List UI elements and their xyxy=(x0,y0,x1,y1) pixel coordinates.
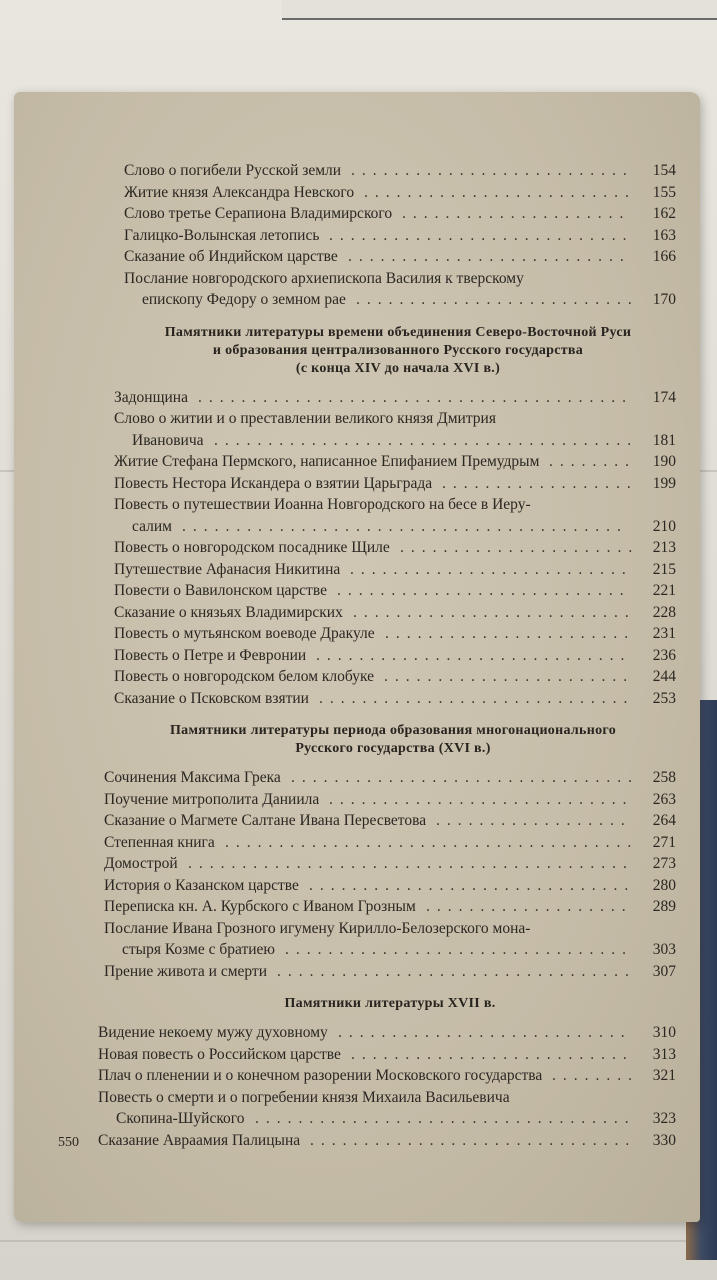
entry-page-number: 154 xyxy=(652,162,676,179)
entry-continuation: салим xyxy=(132,517,172,535)
entry-title: Повесть Нестора Искандера о взятии Царьграда xyxy=(114,474,433,492)
toc-entry xyxy=(14,539,700,561)
dot-leader: ........................... xyxy=(337,582,631,599)
entry-page-number: 199 xyxy=(652,474,676,492)
entry-title: Галицко-Волынская летопись xyxy=(124,226,320,244)
toc-entry xyxy=(14,248,700,270)
book-edge xyxy=(282,0,717,20)
entry-page-number: 303 xyxy=(652,941,676,958)
dot-leader: ....................... xyxy=(384,668,635,685)
entry-page-number: 210 xyxy=(652,517,676,535)
dot-leader: .......................... xyxy=(356,291,639,308)
toc-entry xyxy=(14,963,700,985)
toc-entry xyxy=(14,647,700,669)
toc-entry xyxy=(14,1046,700,1068)
table-seam xyxy=(0,1240,717,1242)
entry-title: Поучение митрополита Даниила xyxy=(104,790,320,808)
entry-continuation: стыря Козме с братиею xyxy=(122,941,276,958)
entry-page-number: 228 xyxy=(652,603,676,621)
entry-page-number: 271 xyxy=(652,833,676,851)
entry-page-number: 231 xyxy=(652,625,676,642)
toc-entry xyxy=(14,389,700,411)
entry-title: Повесть о мутьянском воеводе Дракуле xyxy=(114,625,375,642)
entry-title: Повесть о Петре и Февронии xyxy=(114,646,307,664)
entry-page-number: 258 xyxy=(652,769,676,786)
dot-leader: ....................................... xyxy=(214,431,639,449)
dot-leader: .......................... xyxy=(348,248,631,265)
entry-title: Путешествие Афанасия Никитина xyxy=(114,560,341,578)
toc-entry xyxy=(14,791,700,813)
dot-leader: ............................ xyxy=(329,226,634,244)
entry-title: Задонщина xyxy=(114,388,188,406)
entry-page-number: 215 xyxy=(652,560,676,578)
toc-entry xyxy=(14,561,700,583)
section-heading: Памятники литературы XVII в. xyxy=(284,996,496,1011)
entry-continuation: епископу Федору о земном рае xyxy=(142,291,346,308)
entry-page-number: 310 xyxy=(652,1024,676,1041)
entry-page-number: 323 xyxy=(652,1110,676,1127)
toc-entry xyxy=(14,604,700,626)
toc-entry xyxy=(14,834,700,856)
entry-title: Степенная книга xyxy=(104,833,215,851)
dot-leader: .......................... xyxy=(350,560,633,578)
entry-title: Слово о погибели Русской земли xyxy=(124,162,342,179)
entry-continuation: Ивановича xyxy=(132,431,204,449)
dot-leader: ...................................... xyxy=(225,833,639,851)
entry-page-number: 174 xyxy=(652,388,676,406)
dot-leader: ................................ xyxy=(291,769,639,786)
toc-entry xyxy=(14,269,700,308)
dot-leader: ................... xyxy=(426,898,633,915)
toc-entry xyxy=(14,453,700,475)
toc-entry xyxy=(14,690,700,712)
entry-page-number: 221 xyxy=(652,582,676,599)
table-of-contents xyxy=(14,92,700,1222)
toc-entry xyxy=(14,227,700,249)
entry-page-number: 162 xyxy=(652,205,676,222)
toc-entry xyxy=(14,625,700,647)
entry-title: Домострой xyxy=(104,855,178,872)
entry-page-number: 163 xyxy=(652,226,676,244)
entry-page-number: 280 xyxy=(652,876,676,894)
entry-page-number: 307 xyxy=(652,962,676,980)
dot-leader: .............................. xyxy=(309,876,636,894)
toc-entry xyxy=(14,812,700,834)
entry-title: Житие Стефана Пермского, написанное Епифанием Премудрым xyxy=(114,453,540,470)
toc-entry xyxy=(14,898,700,920)
dot-leader: ........................... xyxy=(338,1024,632,1041)
entry-title: Новая повесть о Российском царстве xyxy=(98,1045,341,1063)
dot-leader: ................................... xyxy=(255,1110,636,1127)
entry-page-number: 289 xyxy=(652,898,676,915)
entry-page-number: 166 xyxy=(652,248,676,265)
entry-title: Сказание Авраамия Палицына xyxy=(98,1131,301,1149)
entry-continuation: Скопина-Шуйского xyxy=(116,1110,245,1127)
entry-page-number: 263 xyxy=(652,790,676,808)
toc-entry xyxy=(14,496,700,535)
page-number: 550 xyxy=(58,1135,79,1150)
toc-entry xyxy=(14,668,700,690)
entry-page-number: 253 xyxy=(652,689,676,707)
toc-entry xyxy=(14,184,700,206)
dot-leader: ............................ xyxy=(329,790,634,808)
dot-leader: .............................. xyxy=(310,1131,637,1149)
dot-leader: ...................... xyxy=(400,539,640,556)
toc-entry xyxy=(14,769,700,791)
dot-leader: .......................... xyxy=(353,603,636,621)
dot-leader: ............................. xyxy=(319,689,635,707)
entry-page-number: 330 xyxy=(652,1131,676,1149)
toc-entry xyxy=(14,1067,700,1089)
book-page xyxy=(14,92,700,1222)
dot-leader: ..................... xyxy=(402,205,631,222)
entry-page-number: 264 xyxy=(652,812,676,829)
entry-page-number: 213 xyxy=(652,539,676,556)
entry-page-number: 313 xyxy=(652,1045,676,1063)
entry-page-number: 244 xyxy=(652,668,676,685)
entry-page-number: 155 xyxy=(652,183,676,201)
entry-page-number: 236 xyxy=(652,646,676,664)
entry-title: Сказание о Магмете Салтане Ивана Пересветова xyxy=(104,812,427,829)
entry-title: Повесть о новгородском белом клобуке xyxy=(114,668,374,685)
entry-title: Повести о Вавилонском царстве xyxy=(114,582,327,599)
section-heading: (с конца XIV до начала XVI в.) xyxy=(295,360,501,376)
section-heading: Русского государства (XVI в.) xyxy=(295,741,491,756)
entry-page-number: 321 xyxy=(652,1067,676,1084)
entry-page-number: 190 xyxy=(652,453,676,470)
entry-title: Повесть о новгородском посаднике Щиле xyxy=(114,539,390,556)
dot-leader: ................................. xyxy=(277,962,636,980)
toc-entry xyxy=(14,1088,700,1127)
dot-leader: ................................ xyxy=(285,941,633,958)
entry-title: Повесть о путешествии Иоанна Новгородского на бесе в Иеру- xyxy=(114,496,531,513)
entry-title: Плач о пленении и о конечном разорении Московского государства xyxy=(98,1067,543,1084)
entry-title: Повесть о смерти и о погребении князя Михаила Васильевича xyxy=(98,1088,510,1106)
section-heading: Памятники литературы времени объединения Северо-Восточной Руси xyxy=(164,324,632,340)
dot-leader: ......................... xyxy=(364,183,636,201)
section-heading: и образования централизованного Русского государства xyxy=(212,342,584,358)
toc-entry xyxy=(14,1024,700,1046)
toc-entry xyxy=(14,1132,700,1154)
toc-entry xyxy=(14,855,700,877)
entry-title: Слово третье Серапиона Владимирского xyxy=(124,205,393,222)
dot-leader: ........................................ xyxy=(198,388,633,406)
section-heading: Памятники литературы периода образования многонационального xyxy=(169,723,617,738)
entry-title: Сказание о князьях Владимирских xyxy=(114,603,343,621)
entry-page-number: 170 xyxy=(652,291,676,308)
dot-leader: ......................................... xyxy=(182,517,628,535)
toc-entry xyxy=(14,410,700,449)
dot-leader: .................. xyxy=(442,474,638,492)
toc-entry xyxy=(14,162,700,184)
dot-leader: ........ xyxy=(552,1067,639,1084)
toc-entry xyxy=(14,877,700,899)
entry-title: Видение некоему мужу духовному xyxy=(98,1024,328,1041)
entry-title: Слово о житии и о преставлении великого князя Дмитрия xyxy=(114,410,496,427)
dot-leader: ........ xyxy=(549,453,636,470)
entry-title: Послание новгородского архиепископа Василия к тверскому xyxy=(124,269,524,287)
dot-leader: ....................... xyxy=(385,625,636,642)
dot-leader: ......................................... xyxy=(188,855,634,872)
dot-leader: .................. xyxy=(436,812,632,829)
entry-title: Переписка кн. А. Курбского с Иваном Грозным xyxy=(104,898,416,915)
entry-title: Сочинения Максима Грека xyxy=(104,769,281,786)
toc-entry xyxy=(14,919,700,958)
entry-title: Послание Ивана Грозного игумену Кирилло-Белозерского мона- xyxy=(104,919,531,937)
entry-title: История о Казанском царстве xyxy=(104,876,299,894)
toc-entry xyxy=(14,205,700,227)
dot-leader: .......................... xyxy=(351,162,634,179)
entry-title: Сказание об Индийском царстве xyxy=(124,248,338,265)
entry-title: Житие князя Александра Невского xyxy=(124,183,355,201)
dot-leader: .......................... xyxy=(351,1045,634,1063)
entry-page-number: 181 xyxy=(652,431,676,449)
toc-entry xyxy=(14,582,700,604)
toc-entry xyxy=(14,475,700,497)
dot-leader: ............................. xyxy=(316,646,632,664)
entry-page-number: 273 xyxy=(652,855,676,872)
entry-title: Прение живота и смерти xyxy=(104,962,267,980)
entry-title: Сказание о Псковском взятии xyxy=(114,689,309,707)
